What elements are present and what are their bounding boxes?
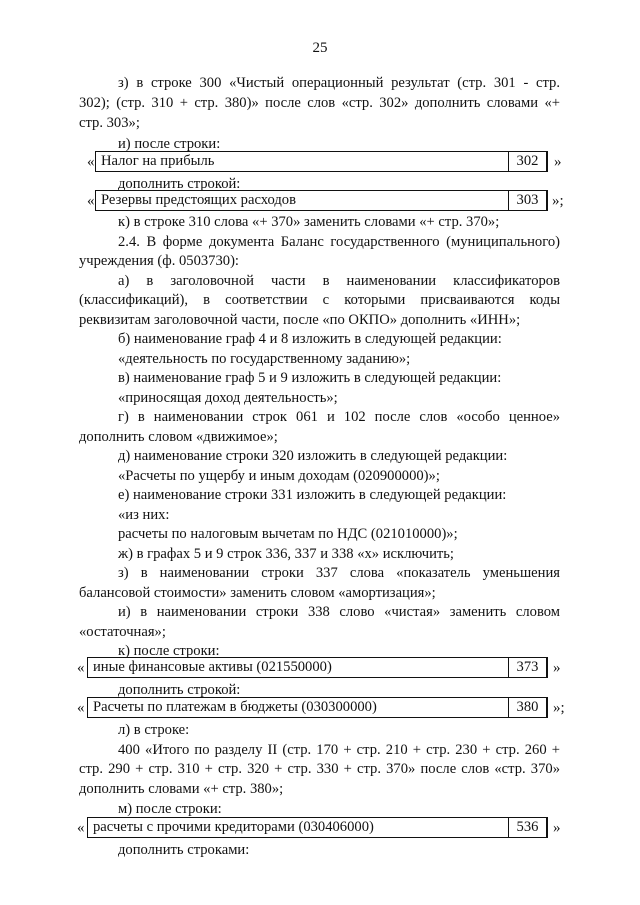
table-row-frame bbox=[77, 817, 567, 839]
text-line: «Расчеты по ущербу и иным доходам (020900000)»; bbox=[118, 468, 440, 484]
text-line: дополнить строкой: bbox=[118, 682, 241, 698]
text-line: з) в строке 300 «Чистый операционный результат (стр. 301 - стр. bbox=[118, 75, 560, 91]
row-name: Резервы предстоящих расходов bbox=[101, 192, 296, 208]
page-number: 25 bbox=[312, 40, 328, 56]
open-quote: « bbox=[77, 700, 85, 716]
text-line: г) в наименовании строк 061 и 102 после слов «особо ценное» bbox=[118, 409, 560, 425]
text-line: «из них: bbox=[118, 507, 170, 523]
row-name: расчеты с прочими кредиторами (030406000) bbox=[93, 819, 374, 835]
row-name: Расчеты по платежам в бюджеты (030300000) bbox=[93, 699, 377, 715]
row-name: Налог на прибыль bbox=[101, 153, 215, 169]
text-line: б) наименование граф 4 и 8 изложить в следующей редакции: bbox=[118, 331, 502, 347]
text-line: и) в наименовании строки 338 слово «чистая» заменить словом bbox=[118, 604, 560, 620]
row-box bbox=[95, 190, 547, 211]
text-line: реквизитам заголовочной части, после «по ОКПО» дополнить «ИНН»; bbox=[79, 312, 521, 328]
open-quote: « bbox=[87, 154, 95, 170]
text-line: м) после строки: bbox=[118, 801, 222, 817]
text-line: «остаточная»; bbox=[79, 624, 166, 640]
table-row-frame bbox=[77, 697, 567, 719]
row-box bbox=[95, 151, 547, 172]
close-quote: » bbox=[553, 820, 561, 836]
table-row-frame bbox=[77, 657, 567, 679]
row-code: 380 bbox=[508, 697, 548, 718]
text-line: и) после строки: bbox=[118, 136, 221, 152]
row-box bbox=[87, 817, 547, 838]
text-line: к) после строки: bbox=[118, 643, 220, 659]
row-box bbox=[87, 697, 547, 718]
close-quote: » bbox=[553, 660, 561, 676]
text-line: балансовой стоимости» заменить словом «амортизация»; bbox=[79, 585, 436, 601]
row-code: 536 bbox=[508, 817, 548, 838]
text-line: 400 «Итого по разделу II (стр. 170 + стр. 210 + стр. 230 + стр. 260 + bbox=[118, 742, 560, 758]
row-code: 302 bbox=[508, 151, 548, 172]
row-code: 303 bbox=[508, 190, 548, 211]
text-line: 302); (стр. 310 + стр. 380)» после слов «стр. 302» дополнить словами «+ bbox=[79, 95, 560, 111]
text-line: «приносящая доход деятельность»; bbox=[118, 390, 338, 406]
text-line: учреждения (ф. 0503730): bbox=[79, 253, 239, 269]
text-line: дополнить строками: bbox=[118, 842, 250, 858]
text-line: з) в наименовании строки 337 слова «показатель уменьшения bbox=[118, 565, 560, 581]
close-quote: » bbox=[554, 154, 562, 170]
text-line: 2.4. В форме документа Баланс государственного (муниципального) bbox=[118, 234, 560, 250]
row-code: 373 bbox=[508, 657, 548, 678]
text-line: стр. 303»; bbox=[79, 115, 140, 131]
close-quote: »; bbox=[553, 700, 565, 716]
text-line: дополнить словами «+ стр. 380»; bbox=[79, 781, 284, 797]
text-line: в) наименование граф 5 и 9 изложить в следующей редакции: bbox=[118, 370, 502, 386]
text-line: дополнить словом «движимое»; bbox=[79, 429, 278, 445]
open-quote: « bbox=[77, 820, 85, 836]
table-row-frame bbox=[87, 151, 567, 173]
open-quote: « bbox=[87, 193, 95, 209]
text-line: (классификаций), в соответствии с которыми присваиваются коды bbox=[79, 292, 560, 308]
text-line: расчеты по налоговым вычетам по НДС (021010000)»; bbox=[118, 526, 458, 542]
row-box bbox=[87, 657, 547, 678]
text-line: е) наименование строки 331 изложить в следующей редакции: bbox=[118, 487, 507, 503]
text-line: д) наименование строки 320 изложить в следующей редакции: bbox=[118, 448, 508, 464]
text-line: а) в заголовочной части в наименовании классификаторов bbox=[118, 273, 560, 289]
text-line: «деятельность по государственному заданию»; bbox=[118, 351, 411, 367]
close-quote: »; bbox=[552, 193, 564, 209]
text-line: л) в строке: bbox=[118, 722, 190, 738]
table-row-frame bbox=[87, 190, 567, 212]
open-quote: « bbox=[77, 660, 85, 676]
text-line: к) в строке 310 слова «+ 370» заменить словами «+ стр. 370»; bbox=[118, 214, 500, 230]
text-line: дополнить строкой: bbox=[118, 176, 241, 192]
text-line: ж) в графах 5 и 9 строк 336, 337 и 338 «х» исключить; bbox=[118, 546, 454, 562]
text-line: стр. 290 + стр. 310 + стр. 320 + стр. 330 + стр. 370» после слов «стр. 370» bbox=[79, 761, 560, 777]
row-name: иные финансовые активы (021550000) bbox=[93, 659, 332, 675]
